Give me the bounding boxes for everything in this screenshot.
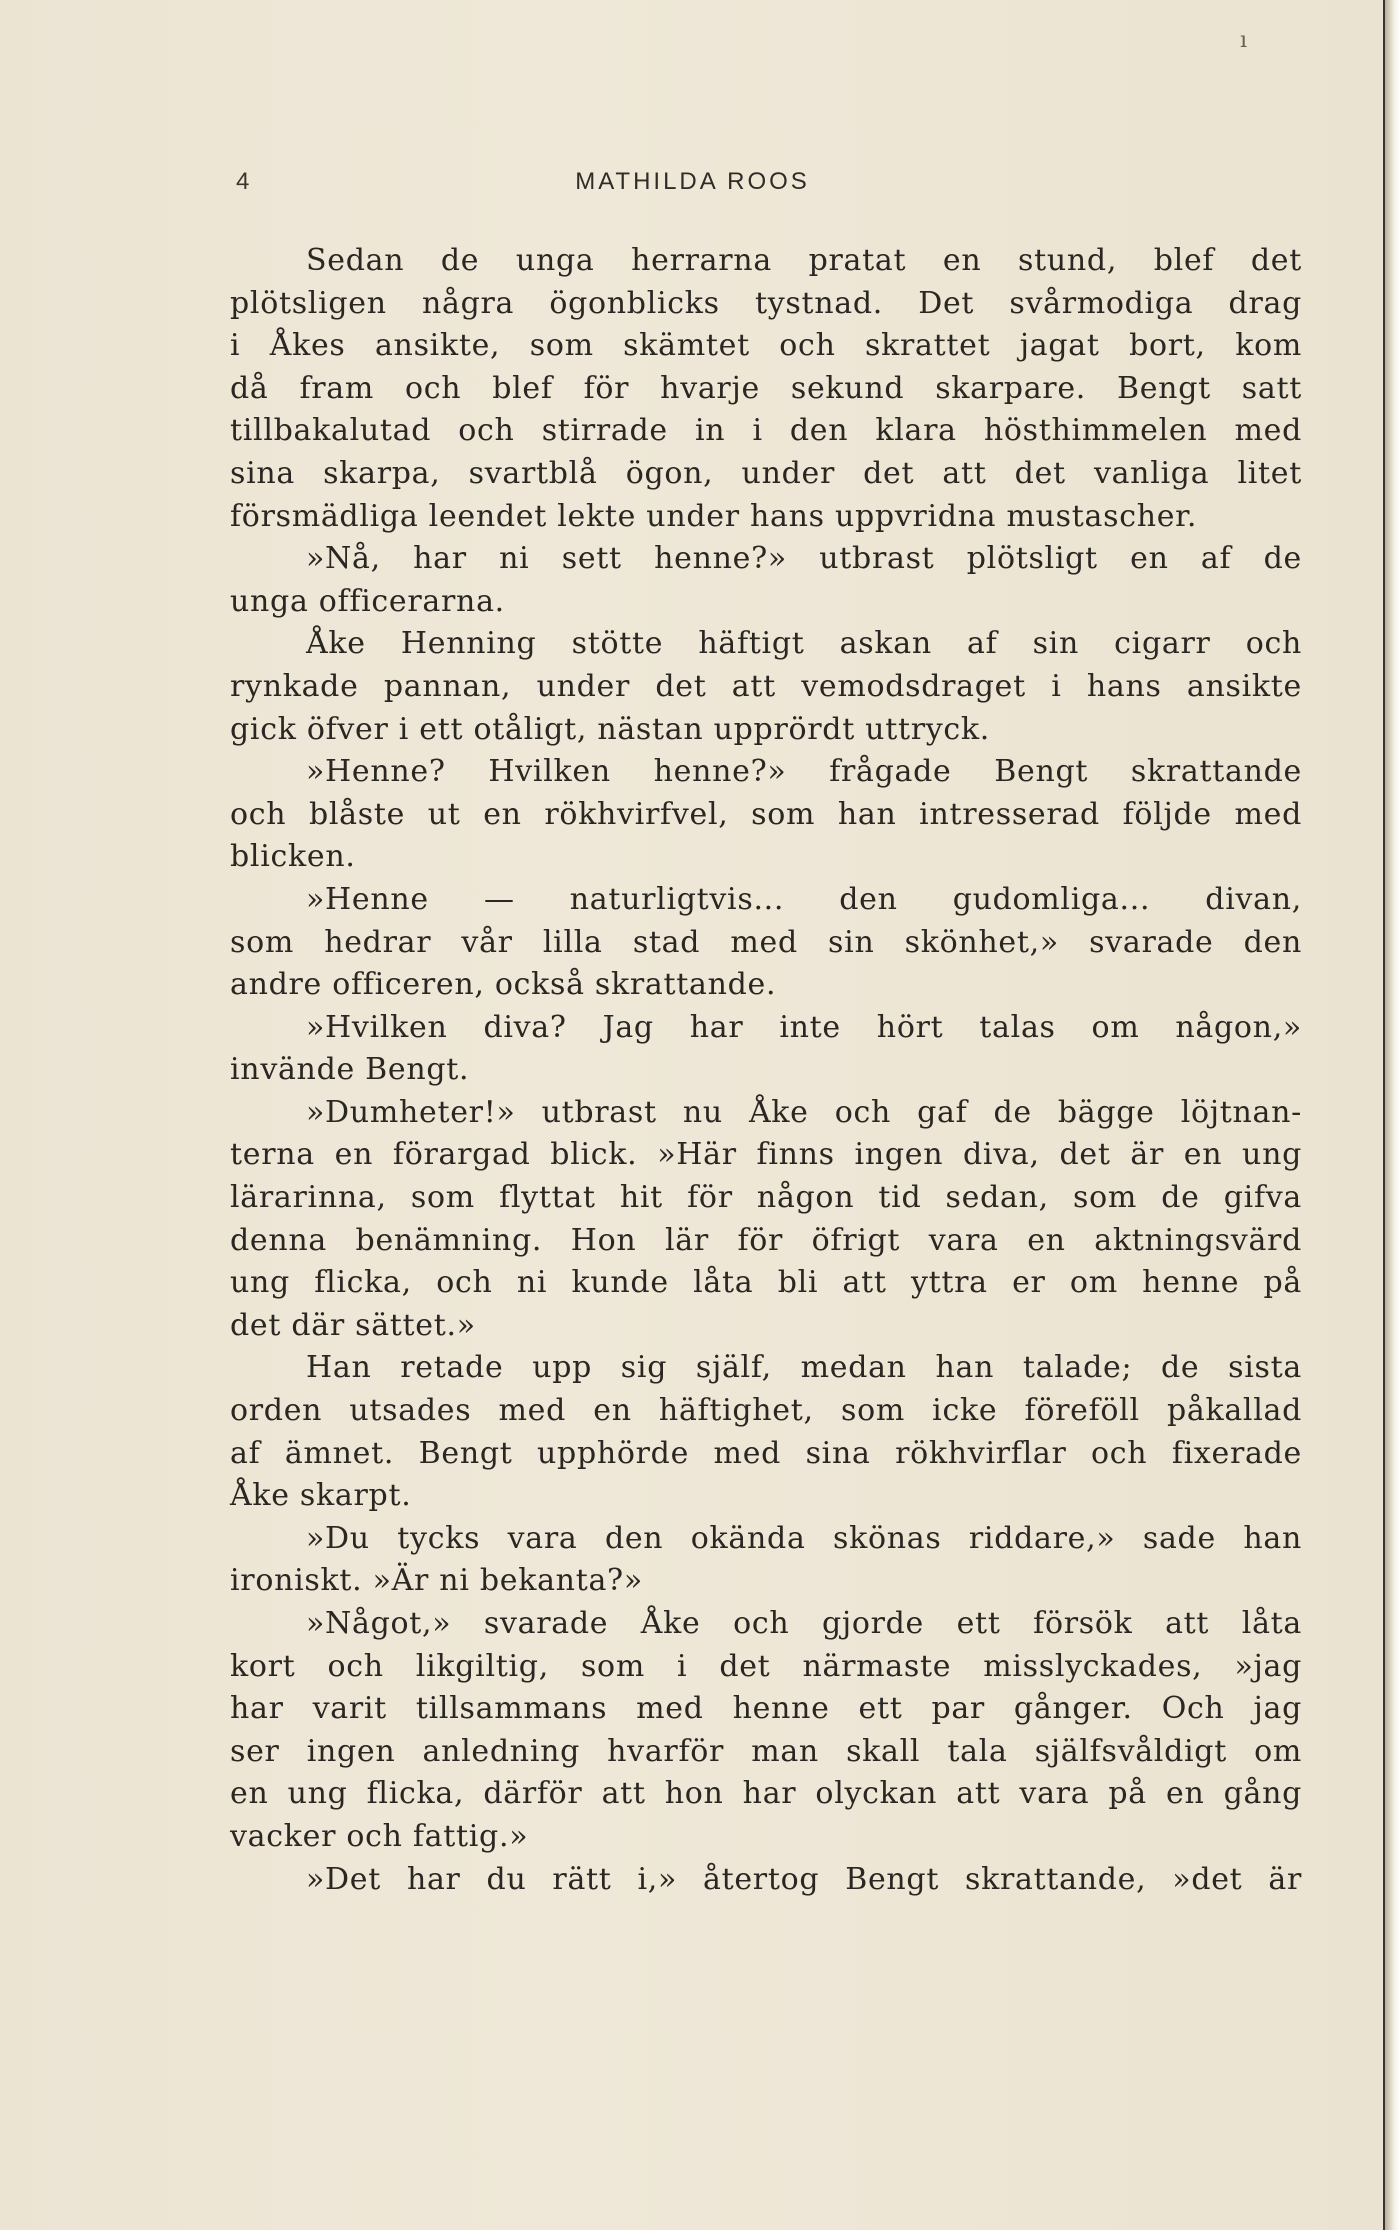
page-edge bbox=[1385, 0, 1400, 2230]
text-line: gick öfver i ett otåligt, nästan upprördt uttryck. bbox=[230, 711, 991, 747]
margin-mark: ı bbox=[1240, 28, 1248, 53]
text-line: Åke skarpt. bbox=[230, 1478, 412, 1514]
text-line: af ämnet. Bengt upphörde med sina rökhvirflar och fixerade bbox=[230, 1435, 1302, 1471]
text-line: terna en förargad blick. »Här finns ingen diva, det är en ung bbox=[230, 1137, 1302, 1173]
text-line: »Dumheter!» utbrast nu Åke och gaf de bägge löjtnan- bbox=[306, 1094, 1302, 1130]
text-line: blicken. bbox=[230, 839, 356, 875]
body-text bbox=[230, 240, 1302, 1901]
text-line: har varit tillsammans med henne ett par gånger. Och jag bbox=[230, 1691, 1302, 1727]
text-line: »Du tycks vara den okända skönas riddare,» sade han bbox=[306, 1520, 1302, 1556]
text-line: »Något,» svarade Åke och gjorde ett försök att låta bbox=[306, 1606, 1302, 1641]
text-line: då fram och blef för hvarje sekund skarpare. Bengt satt bbox=[230, 370, 1302, 406]
text-line: denna benämning. Hon lär för öfrigt vara en aktningsvärd bbox=[230, 1222, 1302, 1258]
running-head: MATHILDA ROOS bbox=[575, 168, 810, 195]
text-line: rynkade pannan, under det att vemodsdraget i hans ansikte bbox=[230, 668, 1302, 704]
text-line: ironiskt. »Är ni bekanta?» bbox=[230, 1563, 643, 1599]
text-line: i Åkes ansikte, som skämtet och skrattet jagat bort, kom bbox=[230, 328, 1302, 364]
text-line: en ung flicka, därför att hon har olyckan att vara på en gång bbox=[230, 1776, 1302, 1812]
text-line: »Henne — naturligtvis... den gudomliga... divan, bbox=[306, 881, 1302, 917]
text-line: Han retade upp sig själf, medan han talade; de sista bbox=[306, 1350, 1302, 1386]
page-number: 4 bbox=[236, 168, 250, 195]
text-line: orden utsades med en häftighet, som icke föreföll påkallad bbox=[230, 1393, 1302, 1429]
text-line: som hedrar vår lilla stad med sin skönhet,» svarade den bbox=[230, 924, 1302, 960]
page-header bbox=[0, 168, 1385, 208]
text-line: och blåste ut en rökhvirfvel, som han intresserad följde med bbox=[230, 796, 1302, 832]
text-line: det där sättet.» bbox=[230, 1307, 476, 1343]
text-line: tillbakalutad och stirrade in i den klara hösthimmelen med bbox=[230, 413, 1302, 449]
text-line: vacker och fattig.» bbox=[230, 1818, 529, 1854]
text-line: ser ingen anledning hvarför man skall tala själfsvåldigt om bbox=[230, 1733, 1302, 1769]
text-line: »Hvilken diva? Jag har inte hört talas om någon,» bbox=[306, 1009, 1302, 1045]
text-line: kort och likgiltig, som i det närmaste misslyckades, »jag bbox=[230, 1648, 1302, 1684]
text-line: »Det har du rätt i,» återtog Bengt skrattande, »det är bbox=[306, 1861, 1302, 1897]
text-line: unga officerarna. bbox=[230, 583, 505, 619]
text-line: försmädliga leendet lekte under hans uppvridna mustascher. bbox=[230, 498, 1198, 534]
text-line: invände Bengt. bbox=[230, 1052, 470, 1088]
text-line: »Henne? Hvilken henne?» frågade Bengt skrattande bbox=[306, 754, 1302, 790]
text-line: Åke Henning stötte häftigt askan af sin cigarr och bbox=[306, 626, 1302, 662]
text-line: sina skarpa, svartblå ögon, under det att det vanliga litet bbox=[230, 455, 1302, 491]
text-line: lärarinna, som flyttat hit för någon tid sedan, som de gifva bbox=[230, 1180, 1302, 1216]
text-line: ung flicka, och ni kunde låta bli att yttra er om henne på bbox=[230, 1265, 1302, 1301]
text-line: andre officeren, också skrattande. bbox=[230, 967, 777, 1003]
text-line: »Nå, har ni sett henne?» utbrast plötsligt en af de bbox=[306, 541, 1302, 577]
text-line: Sedan de unga herrarna pratat en stund, blef det bbox=[306, 243, 1302, 278]
text-line: plötsligen några ögonblicks tystnad. Det svårmodiga drag bbox=[230, 285, 1302, 321]
